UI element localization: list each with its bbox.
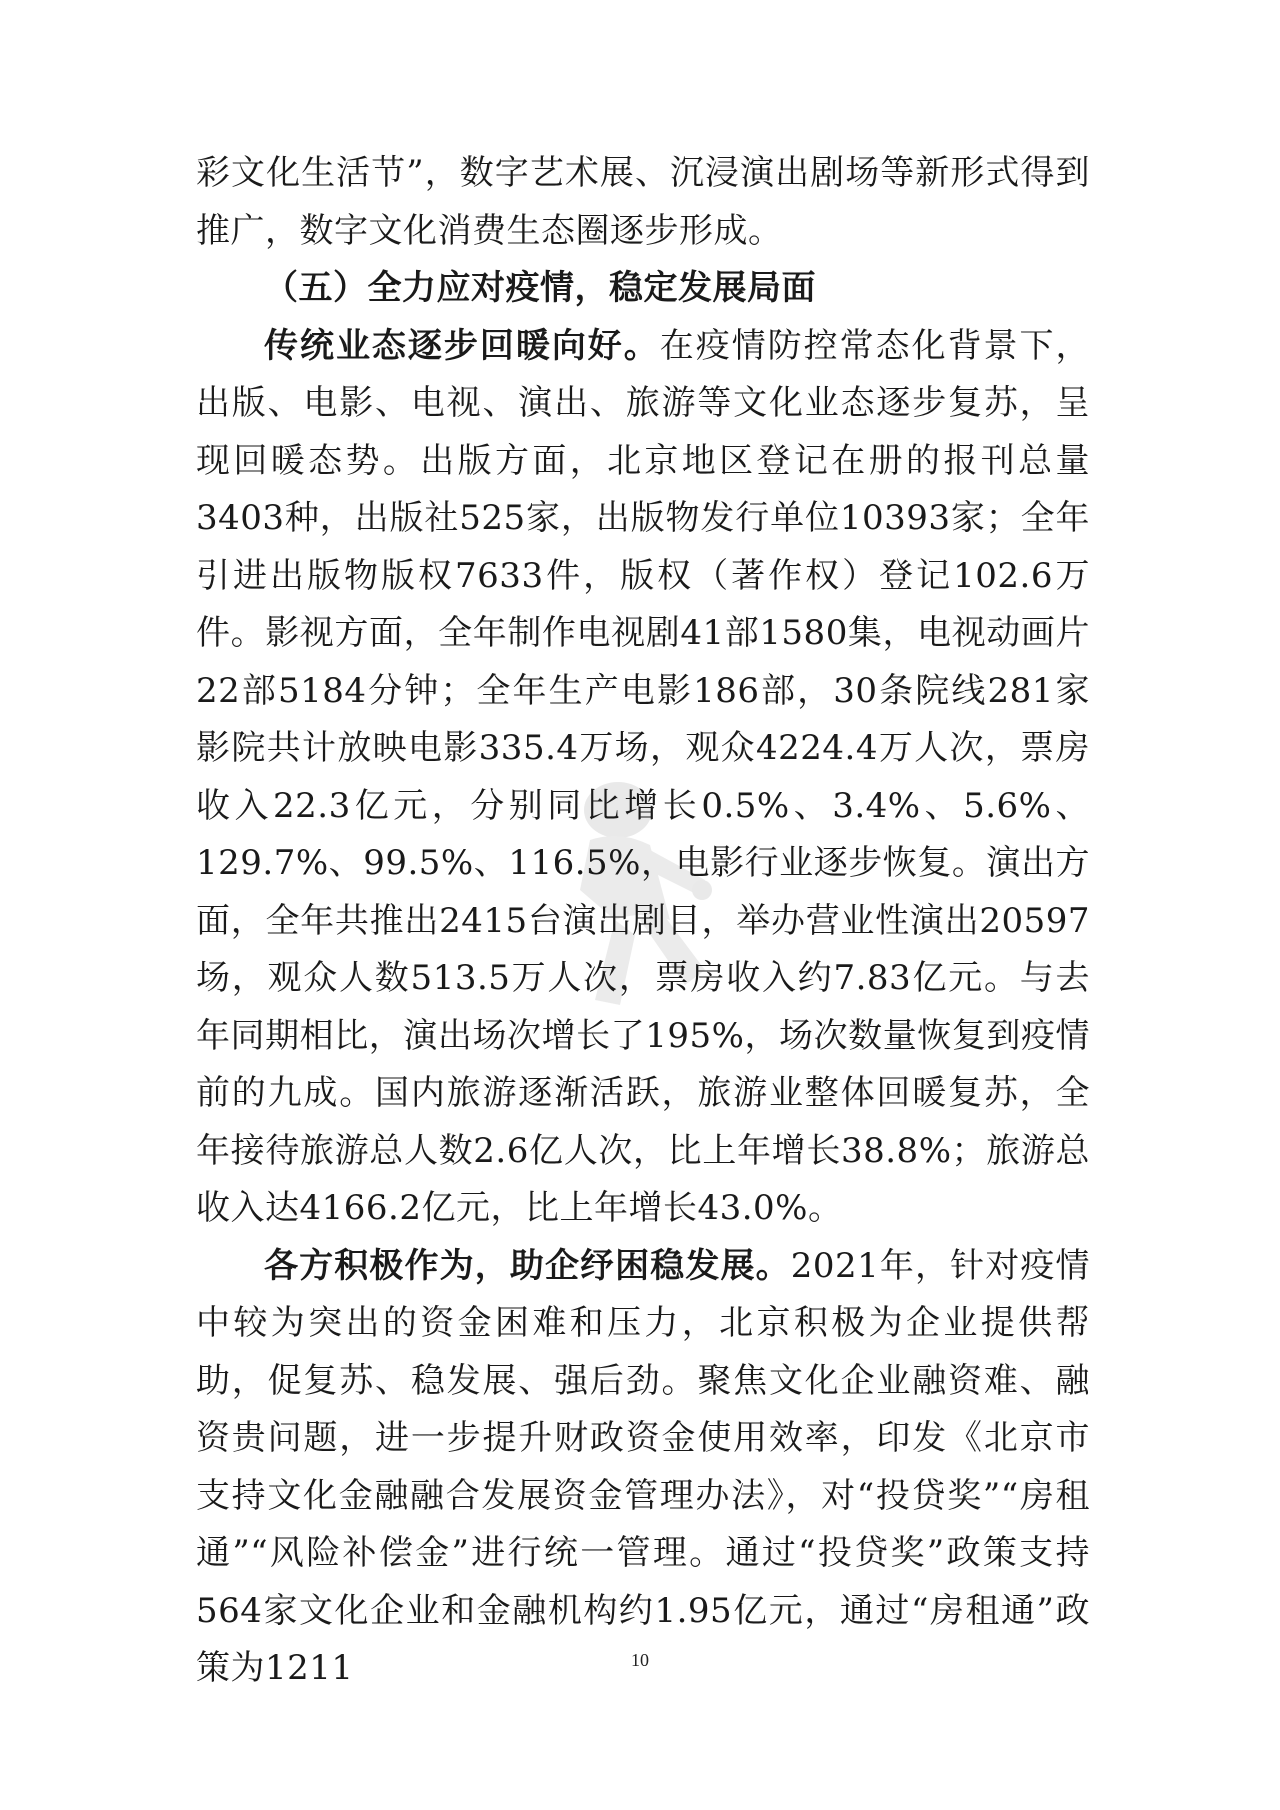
paragraph-lead: 各方积极作为，助企纾困稳发展。 bbox=[264, 1245, 791, 1286]
body-text bbox=[196, 145, 1090, 1698]
continuation-paragraph: 彩文化生活节”，数字艺术展、沉浸演出剧场等新形式得到推广，数字文化消费生态圈逐步形成。 bbox=[196, 153, 1090, 251]
paragraph-text: 2021年，针对疫情中较为突出的资金困难和压力，北京积极为企业提供帮助，促复苏、稳发展、强后劲。聚焦文化企业融资难、融资贵问题，进一步提升财政资金使用效率，印发《北京市支持文化金融融合发展资金管理办法》，对“投贷奖”“房租通”“风险补偿金”进行统一管理。通过“投贷奖”政策支持564家文化企业和金融机构约1.95亿元，通过“房租通”政策为1211 bbox=[196, 1245, 1090, 1688]
paragraph-enterprise-support bbox=[196, 1238, 1090, 1698]
page-number: 10 bbox=[631, 1650, 649, 1670]
paragraph-traditional-business bbox=[196, 318, 1090, 1238]
paragraph-lead: 传统业态逐步回暖向好。 bbox=[264, 325, 660, 366]
paragraph-text: 在疫情防控常态化背景下，出版、电影、电视、演出、旅游等文化业态逐步复苏，呈现回暖态势。出版方面，北京地区登记在册的报刊总量3403种，出版社525家，出版物发行单位10393家；全年引进出版物版权7633件，版权（著作权）登记102.6万件。影视方面，全年制作电视剧41部1580集，电视动画片22部5184分钟；全年生产电影186部，30条院线281家影院共计放映电影335.4万场，观众4224.4万人次，票房收入22.3亿元，分别同比增长0.5%、3.4%、5.6%、129.7%、99.5%、116.5%，电影行业逐步恢复。演出方面，全年共推出2415台演出剧目，举办营业性演出20597场，观众人数513.5万人次，票房收入约7.83亿元。与去年同期相比，演出场次增长了195%，场次数量恢复到疫情前的九成。国内旅游逐渐活跃，旅游业整体回暖复苏，全年接待旅游总人数2.6亿人次，比上年增长38.8%；旅游总收入达4166.2亿元，比上年增长43.0%。 bbox=[196, 325, 1090, 1228]
section-heading: （五）全力应对疫情，稳定发展局面 bbox=[264, 268, 816, 308]
